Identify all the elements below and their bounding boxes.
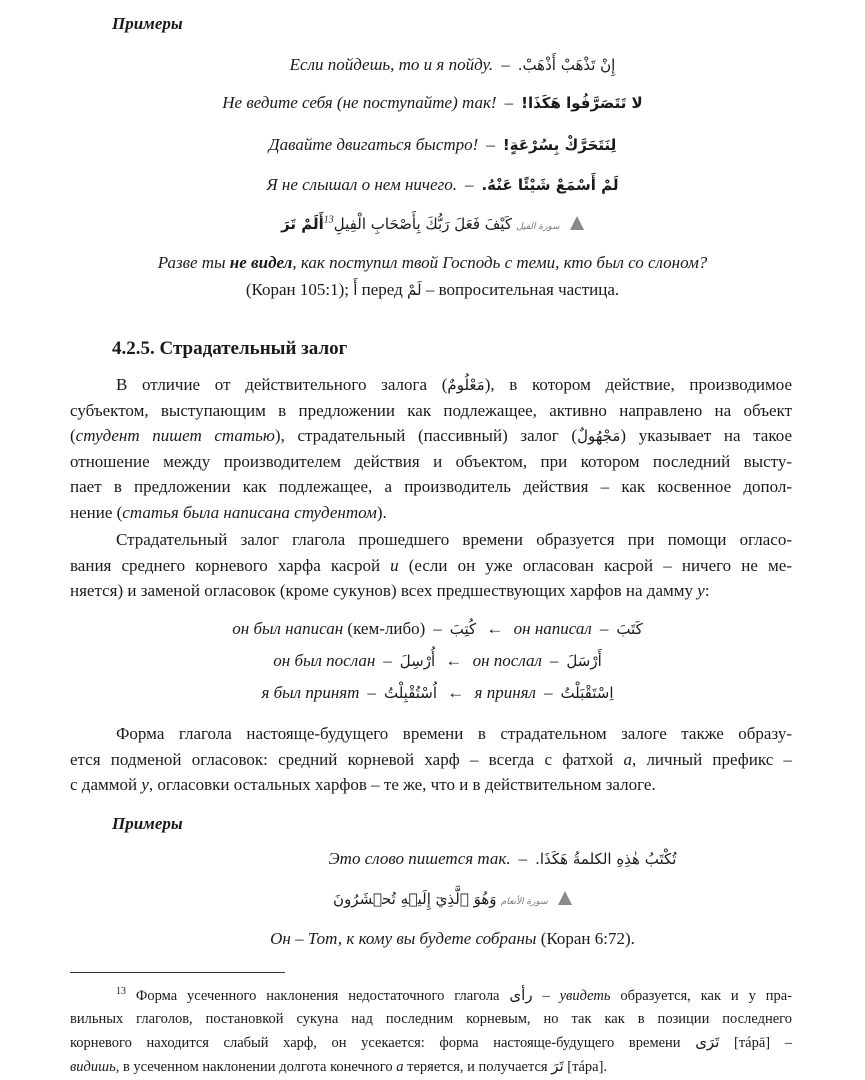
conversion-row: он был послан – أُرْسِلَ ← он послал – أَرْسَلَ <box>273 651 602 670</box>
example-line: Давайте двигаться быстро! – لِنَتَحَرَّكْ بِسُرْعَةٍ! <box>268 135 617 154</box>
example-line: Не ведите себя (не поступайте) так! – لا تَتَصَرَّفُوا هَكَذَا! <box>222 93 643 112</box>
example-russian: Это слово пишется так. <box>328 849 511 868</box>
arrow-left-icon: ← <box>486 619 504 638</box>
paragraph: Страдательный залог глагола прошедшего времени образуется при помощи огласо- вания среднего корневого харфа касрой и (если он уже огласован касрой – ничего не ме- няется) и заменой огласовок (кроме сукунов) всех предшествующих харфов на дамму у: <box>70 530 792 600</box>
examples-heading: Примеры <box>112 814 183 833</box>
surah-end-mark: سورة الأنعام <box>500 897 548 907</box>
example-arabic: إِنْ تَذْهَبْ أَذْهَبْ. <box>517 56 616 74</box>
example-line: Я не слышал о нем ничего. – لَمْ أَسْمَعْ شَيْئًا عَنْهُ. <box>266 175 619 194</box>
quran-mark-icon <box>558 891 572 905</box>
quran-verse <box>0 889 865 909</box>
section-title <box>112 338 347 360</box>
footnote-ref: 13 <box>323 214 334 226</box>
conversion-row: он был написан (кем-либо) – كُتِبَ ← он написал – كَتَبَ <box>232 619 643 638</box>
arrow-left-icon: ← <box>445 651 463 670</box>
paragraph: В отличие от действительного залога (مَعْلُومٌ), в котором действие, производимое субъектом, выступающим в предложении как подлежащее, активно направлено на объект (студент пишет статью), страдательный (пассивный) залог (مَجْهُولٌ) указывает на такое отношение между производителем действия и объектом, при котором последний высту- пает в предложении как подлежащее, а производитель действия – как косвенное допол- нение (статья была написана студентом). <box>70 375 792 522</box>
example-arabic: لَمْ أَسْمَعْ شَيْئًا عَنْهُ. <box>481 176 619 194</box>
quran-mark-icon <box>570 216 584 230</box>
example-russian: Я не слышал о нем ничего. <box>266 175 457 194</box>
footnote-divider <box>70 972 285 973</box>
footnote: $^{13}$ Форма усеченного наклонения недостаточного глагола رأى – увидеть образуется, как и у пра- вильных глаголов, постановкой сукуна над последним корневым, но так как в позиции последнего корневого находится слабый харф, он усекается: форма настояще-будущего времени تَرَى [тáрā] – видишь, в усеченном наклонении долгота конечного а теряется, и получается تَرَ [тáра]. <box>70 986 792 1075</box>
example-line: Это слово пишется так. – تُكْتَبُ هٰذِهِ الكلمةُ هَكَذَا. <box>328 849 677 868</box>
verse-translation: Он – Тот, к кому вы будете собраны (Коран 6:72). <box>270 929 635 948</box>
quran-verse-bold: أَلَمْ تَرَ <box>281 215 324 233</box>
example-russian: Давайте двигаться быстро! <box>268 135 479 154</box>
paragraph: Форма глагола настояще-будущего времени в страдательном залоге также образу- ется подменой огласовок: средний корневой харф – всегда с фатхой а, личный префикс – с даммой у, огласовки остальных харфов – те же, что и в действительном залоге. <box>70 724 793 794</box>
footnote-number: 13 <box>116 986 126 998</box>
surah-end-mark: سورة الفيل <box>516 222 560 232</box>
example-russian: Не ведите себя (не поступайте) так! <box>222 93 497 112</box>
example-arabic: لا تَتَصَرَّفُوا هَكَذَا! <box>521 94 643 112</box>
verse-reference: (Коран 105:1); أَ перед لَمْ – вопросительная частица. <box>245 280 620 299</box>
arrow-left-icon: ← <box>447 683 465 702</box>
section-name: Страдательный залог <box>159 338 348 359</box>
example-russian: Если пойдешь, то и я пойду. <box>289 55 494 74</box>
example-arabic: لِنَتَحَرَّكْ بِسُرْعَةٍ! <box>502 136 617 154</box>
quran-verse-text: كَيْفَ فَعَلَ رَبُّكَ بِأَصْحَابِ الْفِيلِ <box>333 215 512 233</box>
example-line: Если пойдешь, то и я пойду. – إِنْ تَذْهَبْ أَذْهَبْ. <box>289 55 616 74</box>
section-number: 4.2.5. <box>112 338 155 359</box>
verse-translation: Разве ты не видел, как поступил твой Господь с теми, кто был со слоном? <box>157 253 708 272</box>
examples-heading: Примеры <box>112 14 183 33</box>
example-arabic: تُكْتَبُ هٰذِهِ الكلمةُ هَكَذَا. <box>535 850 677 868</box>
quran-verse-text: وَهُوَ ٱلَّذِيٓ إِلَيۡهِ تُحۡشَرُونَ <box>333 890 497 908</box>
conversion-row: я был принят – اُسْتُقْبِلْتُ ← я принял – اِسْتَقْبَلْتُ <box>261 683 614 702</box>
quran-verse <box>0 214 865 234</box>
